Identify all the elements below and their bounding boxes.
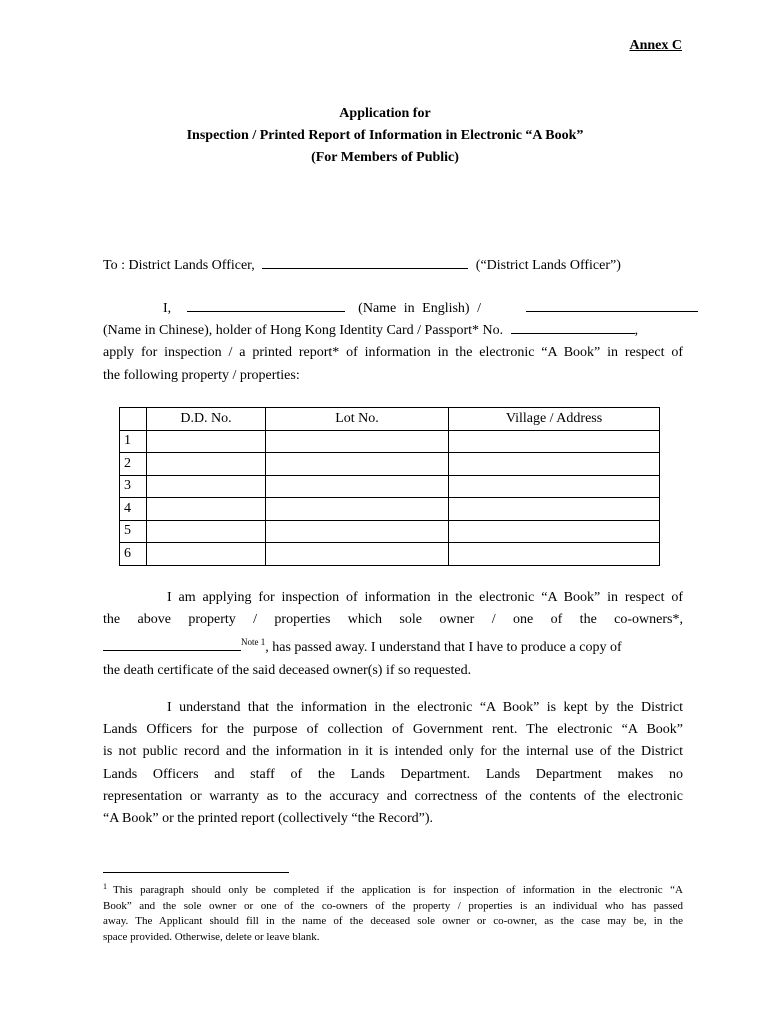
applicant-line-3: apply for inspection / a printed report* of information in the electronic “A Book” in respect of: [103, 345, 683, 361]
id-number-field[interactable]: [511, 321, 635, 334]
district-blank-field[interactable]: [262, 256, 468, 269]
name-english-field[interactable]: [187, 299, 345, 312]
table-row: [120, 498, 660, 521]
footnote-line-4: space provided. Otherwise, delete or leave blank.: [103, 930, 320, 943]
addressee-prefix: To : District Lands Officer,: [103, 258, 255, 273]
deceased-line-2: the above property / properties which sole owner / one of the co-owners*,: [103, 612, 683, 628]
deceased-name-field[interactable]: [103, 638, 241, 651]
title-line-2: Inspection / Printed Report of Information in Electronic “A Book”: [186, 128, 584, 143]
dd-cell[interactable]: [147, 543, 266, 566]
address-cell[interactable]: [449, 498, 660, 521]
table-row: [120, 430, 660, 453]
lot-cell[interactable]: [266, 498, 449, 521]
dd-cell[interactable]: [147, 475, 266, 498]
understand-line-6: “A Book” or the printed report (collectively “the Record”).: [103, 811, 434, 827]
footnote-marker: 1: [103, 882, 107, 891]
footnote-divider: [103, 872, 289, 873]
property-table: [119, 407, 660, 566]
dd-cell[interactable]: [147, 453, 266, 476]
dd-cell[interactable]: [147, 498, 266, 521]
understand-line-5: representation or warranty as to the accuracy and correctness of the contents of the electronic: [103, 788, 683, 804]
address-cell[interactable]: [449, 543, 660, 566]
table-row: [120, 520, 660, 543]
table-header-dd: D.D. No.: [147, 408, 266, 431]
lot-cell[interactable]: [266, 520, 449, 543]
row-number: 3: [120, 475, 147, 498]
table-header-address: Village / Address: [449, 408, 660, 431]
note-1-reference: Note 1: [241, 637, 266, 648]
address-cell[interactable]: [449, 453, 660, 476]
table-row: [120, 543, 660, 566]
title-line-3: (For Members of Public): [311, 150, 459, 165]
table-row: [120, 475, 660, 498]
row-number: 5: [120, 520, 147, 543]
name-chinese-field[interactable]: [526, 299, 698, 312]
name-english-label: (Name in English) /: [358, 301, 481, 316]
address-cell[interactable]: [449, 430, 660, 453]
annex-label: Annex C: [629, 38, 682, 53]
deceased-line-1: I am applying for inspection of information in the electronic “A Book” in respect of: [167, 590, 683, 605]
understand-line-1: I understand that the information in the electronic “A Book” is kept by the District: [167, 700, 683, 715]
footnote: [103, 879, 683, 945]
dd-cell[interactable]: [147, 520, 266, 543]
row-number: 4: [120, 498, 147, 521]
footnote-line-3: away. The Applicant should fill in the name of the deceased sole owner or co-owner, as the case may be, in the: [103, 915, 683, 927]
understand-line-4: Lands Officers and staff of the Lands Department. Lands Department makes no: [103, 766, 683, 782]
table-header-index: [120, 408, 147, 431]
table-header-lot: Lot No.: [266, 408, 449, 431]
deceased-owner-paragraph: [103, 587, 683, 682]
address-cell[interactable]: [449, 520, 660, 543]
lot-cell[interactable]: [266, 475, 449, 498]
table-header-row: [120, 408, 660, 431]
row-number: 1: [120, 430, 147, 453]
title-line-1: Application for: [339, 106, 431, 121]
understand-line-2: Lands Officers for the purpose of collection of Government rent. The electronic “A Book”: [103, 722, 683, 738]
addressee-suffix: (“District Lands Officer”): [475, 258, 621, 273]
addressee-line: [103, 256, 621, 274]
id-label: (Name in Chinese), holder of Hong Kong Identity Card / Passport* No.: [103, 323, 504, 339]
address-cell[interactable]: [449, 475, 660, 498]
lot-cell[interactable]: [266, 453, 449, 476]
deceased-line-4: the death certificate of the said deceased owner(s) if so requested.: [103, 662, 472, 678]
lot-cell[interactable]: [266, 430, 449, 453]
applicant-i: I,: [163, 301, 172, 316]
footnote-line-2: Book” and the sole owner or one of the co-owners of the property / properties is an individual who has passed: [103, 899, 683, 912]
document-title: [0, 103, 770, 169]
understanding-paragraph: [103, 697, 683, 830]
dd-cell[interactable]: [147, 430, 266, 453]
row-number: 6: [120, 543, 147, 566]
footnote-line-1: This paragraph should only be completed if the application is for inspection of information in the electronic “A: [113, 884, 683, 896]
table-row: [120, 453, 660, 476]
row-number: 2: [120, 453, 147, 476]
applicant-line-4: the following property / properties:: [103, 367, 300, 383]
deceased-line-3: , has passed away. I understand that I have to produce a copy of: [265, 640, 622, 656]
lot-cell[interactable]: [266, 543, 449, 566]
id-comma: ,: [634, 323, 639, 339]
understand-line-3: is not public record and the information in it is intended only for the internal use of the District: [103, 744, 683, 760]
applicant-paragraph: [103, 298, 683, 387]
